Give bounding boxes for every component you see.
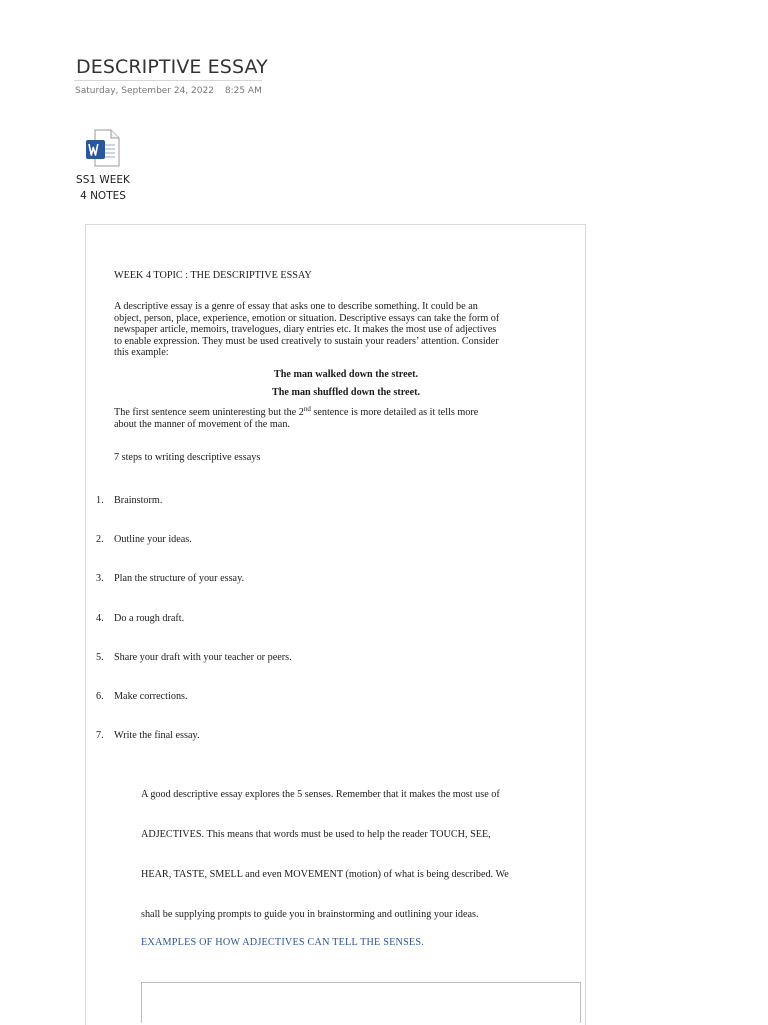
step-item [96, 730, 200, 742]
para2-part: sentence is more detailed as it tells more [310, 407, 479, 418]
page-time: 8:25 AM [224, 86, 262, 96]
step-text: Brainstorm. [114, 495, 163, 506]
intro-line: newspaper article, memoirs, travelogues, diary entries etc. It makes the most use of adjectives [114, 324, 497, 336]
step-number: 1. [96, 495, 104, 506]
example-sentence-1: The man walked down the street. [273, 369, 419, 380]
step-number: 6. [96, 691, 104, 702]
senses-line: A good descriptive essay explores the 5 senses. Remember that it makes the most use of [141, 789, 500, 800]
document-preview [85, 224, 586, 1025]
step-text: Do a rough draft. [114, 613, 185, 624]
step-item [96, 691, 188, 703]
comparison-paragraph [114, 407, 574, 430]
steps-intro: 7 steps to writing descriptive essays [114, 452, 261, 463]
page-date: Saturday, September 24, 2022 [75, 86, 214, 96]
ordinal-suffix: nd [303, 405, 311, 413]
step-text: Outline your ideas. [114, 534, 192, 545]
senses-line: HEAR, TASTE, SMELL and even MOVEMENT (motion) of what is being described. We [141, 869, 509, 880]
examples-heading: EXAMPLES OF HOW ADJECTIVES CAN TELL THE SENSES. [141, 937, 424, 948]
intro-paragraph [114, 301, 580, 359]
intro-line: A descriptive essay is a genre of essay that asks one to describe something. It could be an [114, 301, 478, 312]
step-number: 4. [96, 613, 104, 624]
senses-line: shall be supplying prompts to guide you in brainstorming and outlining your ideas. [141, 909, 479, 920]
step-number: 5. [96, 652, 104, 663]
title-divider [74, 80, 262, 81]
step-number: 3. [96, 573, 104, 584]
step-item [96, 534, 192, 546]
senses-paragraph [141, 775, 581, 935]
word-document-icon [83, 128, 123, 168]
step-item [96, 652, 292, 664]
step-text: Share your draft with your teacher or peers. [114, 652, 292, 663]
example-sentence-2: The man shuffled down the street. [271, 387, 421, 398]
intro-line: this example: [114, 347, 169, 359]
doc-heading: WEEK 4 TOPIC : THE DESCRIPTIVE ESSAY [114, 270, 312, 281]
para2-part: about the manner of movement of the man. [114, 418, 290, 430]
senses-line: ADJECTIVES. This means that words must be used to help the reader TOUCH, SEE, [141, 829, 491, 840]
page-title: DESCRIPTIVE ESSAY [76, 56, 268, 78]
step-item [96, 495, 162, 507]
step-item [96, 613, 184, 625]
step-number: 2. [96, 534, 104, 545]
attachment-label: SS1 WEEK 4 NOTES [76, 174, 130, 202]
step-item [96, 573, 244, 585]
examples-table [141, 982, 581, 1023]
step-number: 7. [96, 730, 104, 741]
page-timestamp [75, 86, 270, 96]
step-text: Make corrections. [114, 691, 188, 702]
para2-part: The first sentence seem uninteresting but the 2 [114, 407, 304, 418]
intro-line: object, person, place, experience, emotion or situation. Descriptive essays can take the form of [114, 312, 500, 324]
attachment-ss1-week-4-notes[interactable] [68, 128, 138, 204]
step-text: Plan the structure of your essay. [114, 573, 245, 584]
step-text: Write the final essay. [114, 730, 200, 741]
intro-line: to enable expression. They must be used creatively to sustain your readers’ attention. Consider [114, 335, 499, 347]
